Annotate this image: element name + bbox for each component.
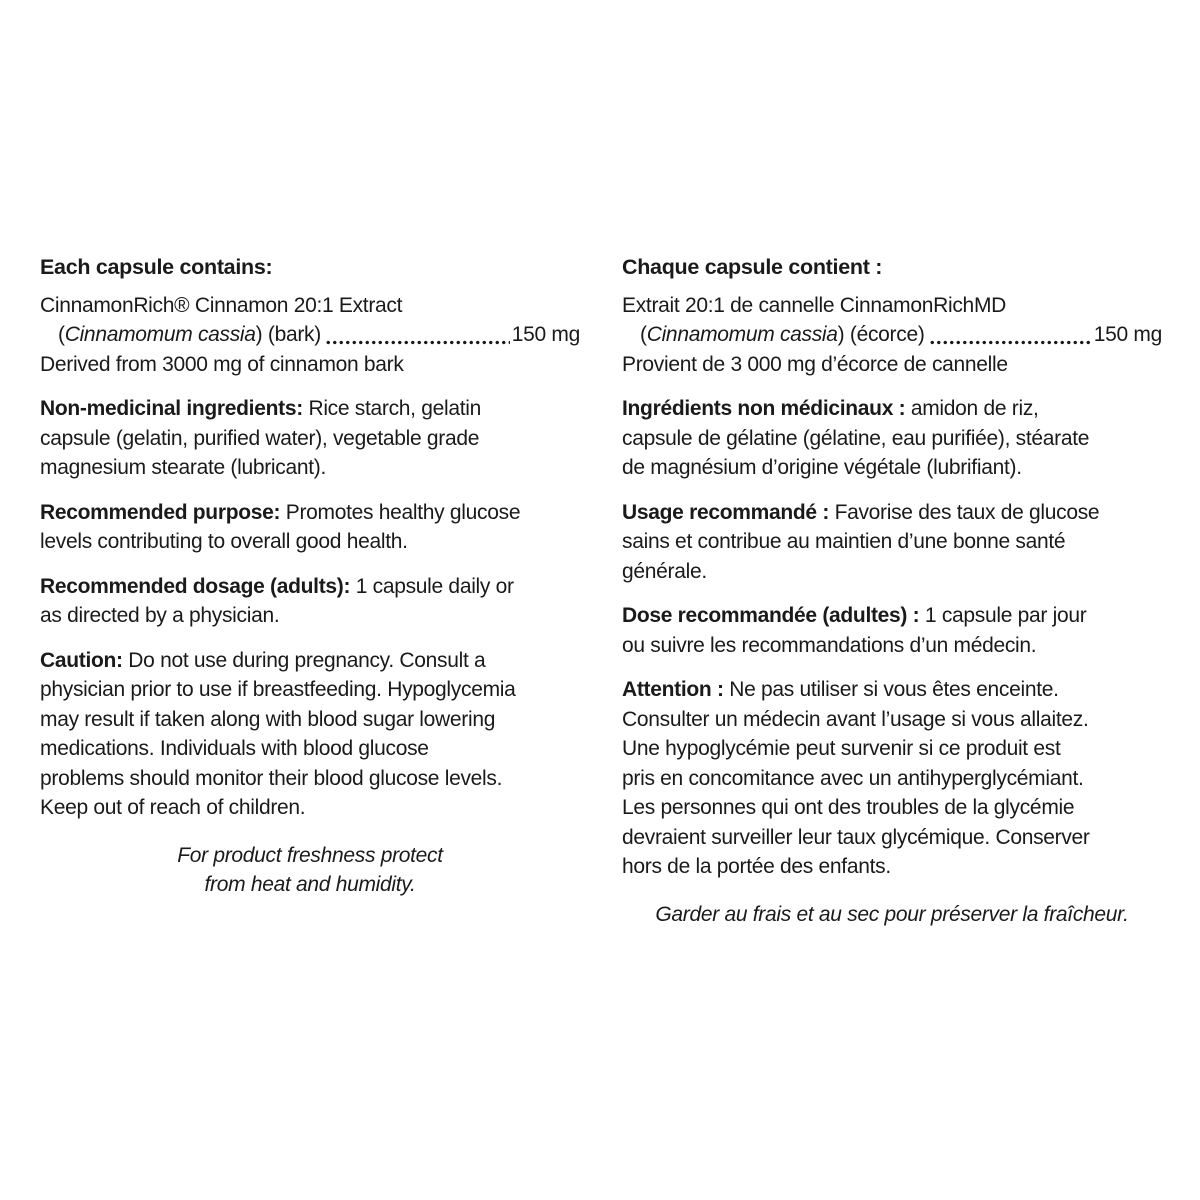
ingredient-amount: 150 mg: [511, 323, 580, 346]
source-line: Provient de 3 000 mg d’écorce de cannelle: [622, 352, 1008, 376]
non-medicinal-paragraph-fr: Ingrédients non médicinaux : amidon de riz, capsule de gélatine (gélatine, eau purifiée), stéarate de magnésium d’origine végétale (lubrifiant).: [622, 397, 1090, 479]
paragraph-label: Caution:: [40, 648, 123, 672]
caution-paragraph-fr: Attention : Ne pas utiliser si vous êtes enceinte. Consulter un médecin avant l’usage si vous allaitez. Une hypoglycémie peut survenir si ce produit est pris en concomitance avec un antihyperglycémiant. Les personnes qui ont des troubles de la glycémie devraient surveiller leur taux glycémique. Conserver hors de la portée des enfants.: [622, 678, 1090, 878]
supplement-facts-en: [40, 291, 580, 380]
recommended-purpose-paragraph-en: Recommended purpose: Promotes healthy glucose levels contributing to overall good health.: [40, 500, 521, 553]
ingredient-name-line: Extrait 20:1 de cannelle CinnamonRichMD: [622, 293, 1006, 317]
french-label-column: [622, 253, 1162, 929]
supplement-fact-row: [622, 320, 1162, 350]
paragraph-label: Non-medicinal ingredients:: [40, 397, 303, 420]
ingredient-name-line: CinnamonRich® Cinnamon 20:1 Extract: [40, 293, 403, 317]
dotted-leader: [325, 339, 510, 346]
paragraph-label: Recommended dosage (adults):: [40, 574, 351, 598]
paragraph-label: Usage recommandé :: [622, 500, 830, 524]
section-heading-en: Each capsule contains:: [40, 255, 273, 279]
caution-paragraph-en: Caution: Do not use during pregnancy. Consult a physician prior to use if breastfeeding. Hypoglycemia may result if taken along with blood sugar lowering medications. Individuals with blood glucose problems should monitor their blood glucose levels. Keep out of reach of children.: [40, 648, 516, 819]
storage-note-fr: Garder au frais et au sec pour préserver la fraîcheur.: [655, 902, 1129, 926]
paragraph-label: Attention :: [622, 678, 724, 701]
recommended-purpose-paragraph-fr: Usage recommandé : Favorise des taux de glucose sains et contribue au maintien d’une bonne santé générale.: [622, 500, 1100, 583]
paragraph-label: Dose recommandée (adultes) :: [622, 604, 920, 627]
source-line: Derived from 3000 mg of cinnamon bark: [40, 352, 404, 376]
recommended-dosage-paragraph-en: Recommended dosage (adults): 1 capsule daily or as directed by a physician.: [40, 574, 514, 627]
storage-note-en: For product freshness protect from heat and humidity.: [177, 843, 443, 896]
recommended-dosage-paragraph-fr: Dose recommandée (adultes) : 1 capsule par jour ou suivre les recommandations d’un médecin.: [622, 604, 1087, 657]
botanical-name: (Cinnamomum cassia) (écorce): [640, 323, 925, 346]
botanical-name: (Cinnamomum cassia) (bark): [58, 323, 321, 346]
supplement-facts-fr: [622, 291, 1162, 380]
section-heading-fr: Chaque capsule contient :: [622, 255, 883, 279]
english-label-column: [40, 253, 580, 900]
ingredient-amount: 150 mg: [1093, 323, 1162, 346]
paragraph-label: Recommended purpose:: [40, 500, 281, 524]
supplement-fact-row: [40, 320, 580, 350]
dotted-leader: [929, 339, 1092, 346]
paragraph-label: Ingrédients non médicinaux :: [622, 397, 906, 420]
non-medicinal-paragraph-en: Non-medicinal ingredients: Rice starch, gelatin capsule (gelatin, purified water), vegetable grade magnesium stearate (lubricant).: [40, 397, 482, 479]
